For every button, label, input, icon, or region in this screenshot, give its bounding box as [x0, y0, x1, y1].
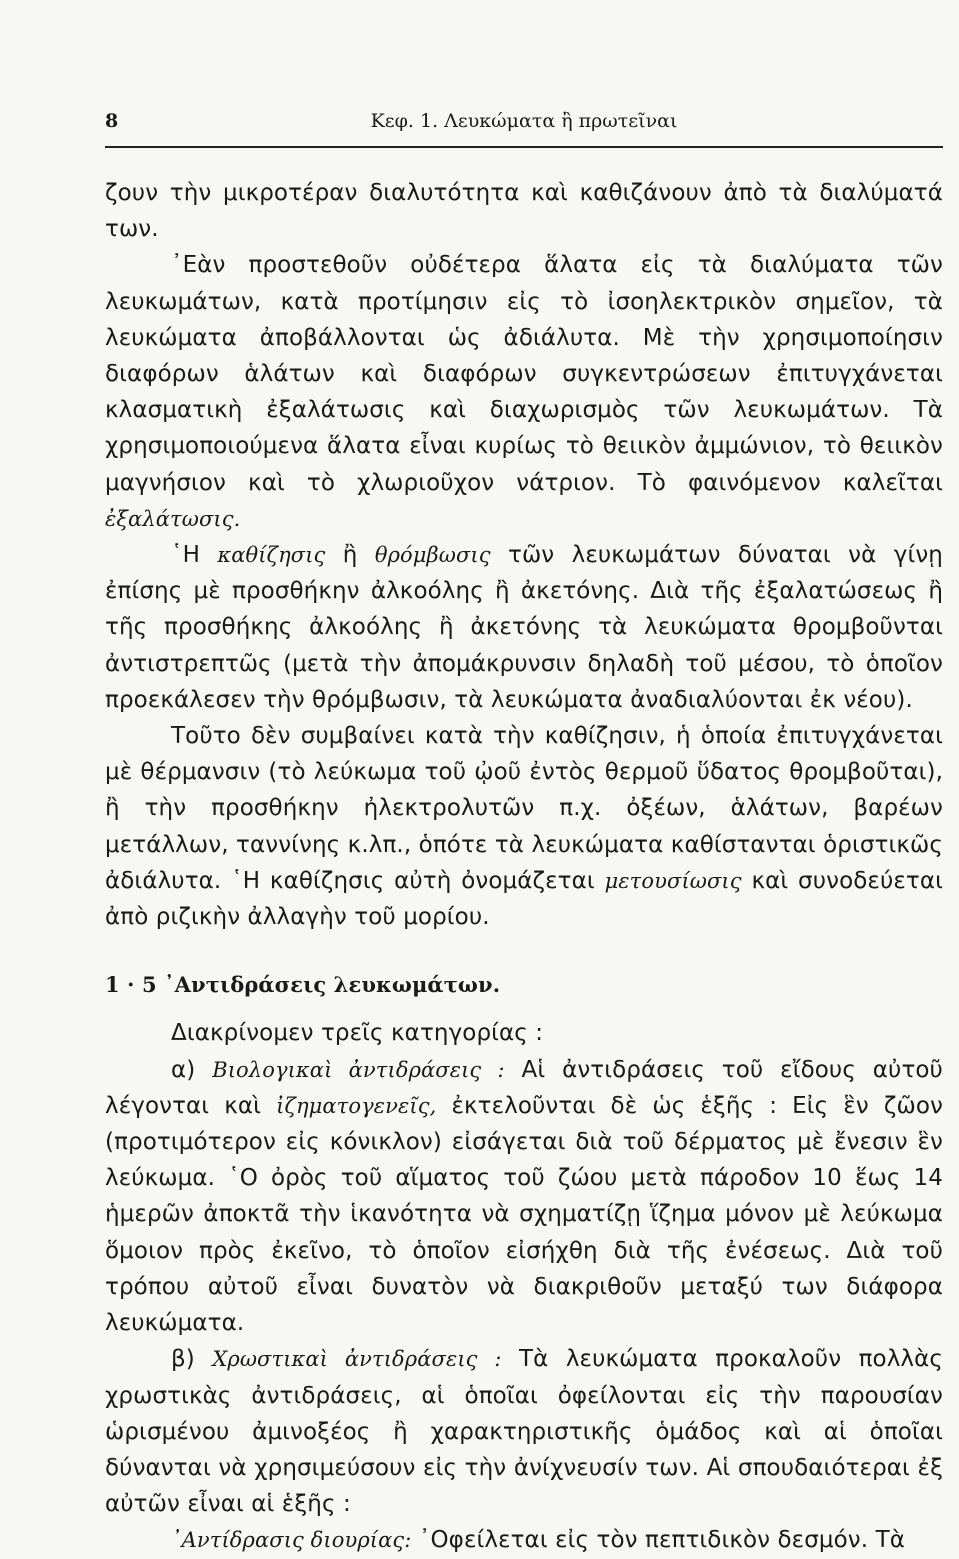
page-body — [105, 175, 943, 1559]
paragraph-6 — [105, 1052, 943, 1342]
section-heading-wrap — [105, 967, 943, 1003]
term-biological-reactions: Βιολογικαὶ ἀντιδράσεις : — [212, 1057, 505, 1082]
term-exalatosis: ἐξαλάτωσις. — [105, 506, 241, 531]
paragraph-4-end: καὶ συνοδεύεται ἀπὸ ριζικὴν ἀλλαγὴν τοῦ μορίου. — [105, 867, 943, 931]
term-biuret-reaction: ᾿Αντίδρασις διουρίας: — [171, 1528, 412, 1553]
paragraph-2-text: ᾿Εὰν προστεθοῦν οὐδέτερα ἅλατα εἰς τὰ διαλύματα τῶν λευκωμάτων, κατὰ προτίμησιν εἰς τὸ ἰσοηλεκτρικὸν σημεῖον, τὰ λευκώματα ἀποβάλλονται ὡς ἀδιάλυτα. Μὲ τὴν χρησιμοποίησιν διαφόρων ἁλάτων καὶ διαφόρων συγκεντρώσεων ἐπιτυγχάνεται κλασματικὴ ἐξαλάτωσις καὶ διαχωρισμὸς τῶν λευκωμάτων. Τὰ χρησιμοποιούμενα ἅλατα εἶναι κυρίως τὸ θειικὸν ἀμμώνιον, τὸ θειικὸν μαγνήσιον καὶ τὸ χλωριοῦχον νάτριον. Τὸ φαινόμενον καλεῖται — [105, 252, 943, 496]
paragraph-1: ζουν τὴν μικροτέραν διαλυτότητα καὶ καθιζάνουν ἀπὸ τὰ διαλύματά των. — [105, 180, 943, 243]
section-heading: 1 · 5 ᾿Αντιδράσεις λευκωμάτων. — [105, 972, 501, 998]
paragraph-4 — [105, 718, 943, 935]
list-label-b: β) — [171, 1346, 195, 1373]
paragraph-3-start: ῾Η — [171, 542, 200, 569]
term-thromvosis: θρόμβωσις — [374, 543, 491, 568]
list-label-a: α) — [171, 1056, 196, 1083]
paragraph-3 — [105, 537, 943, 718]
term-kathizisis: καθίζησις — [217, 543, 326, 568]
term-color-reactions: Χρωστικαὶ ἀντιδράσεις : — [212, 1347, 502, 1372]
paragraph-8 — [105, 1522, 943, 1558]
paragraph-6-text-a: Αἱ ἀντιδράσεις τοῦ εἴδους αὐτοῦ λέγονται καὶ — [105, 1056, 943, 1119]
paragraph-3-or: ἢ — [342, 542, 358, 569]
paragraph-6-text-b: ἐκτελοῦνται δὲ ὡς ἑξῆς : Εἰς ἓν ζῶον (προτιμότερον εἰς κόνικλον) εἰσάγεται διὰ τοῦ δέρματος μὲ ἔνεσιν ἓν λεύκωμα. ῾Ο ὀρὸς τοῦ αἵματος τοῦ ζώου μετὰ πάροδον 10 ἕως 14 ἡμερῶν ἀποκτᾶ τὴν ἱκανότητα νὰ σχηματίζῃ ἵζημα μόνον μὲ λεύκωμα ὅμοιον πρὸς ἐκεῖνο, τὸ ὁποῖον εἰσήχθη διὰ τῆς ἐνέσεως. Διὰ τοῦ τρόπου αὐτοῦ εἶναι δυνατὸν νὰ διακριθοῦν μεταξύ των διάφορα λευκώματα. — [105, 1092, 943, 1337]
paragraph-8-text: ᾿Οφείλεται εἰς τὸν πεπτιδικὸν δεσμόν. Τὰ — [418, 1527, 905, 1554]
page-header — [105, 110, 943, 140]
term-metousiosis: μετουσίωσις — [604, 868, 742, 893]
page-number: 8 — [105, 110, 119, 132]
paragraph-7 — [105, 1341, 943, 1522]
paragraph-7-text: Τὰ λευκώματα προκαλοῦν πολλὰς χρωστικὰς ἀντιδράσεις, αἱ ὁποῖαι ὀφείλονται εἰς τὴν παρουσίαν ὡρισμένου ἀμινοξέος ἢ χαρακτηριστικῆς ὁμάδος καὶ αἱ ὁποῖαι δύνανται νὰ χρησιμεύσουν εἰς τὴν ἀνίχνευσίν των. Αἱ σπουδαιότεραι ἐξ αὐτῶν εἶναι αἱ ἑξῆς : — [105, 1346, 944, 1518]
paragraph-4-text: Τοῦτο δὲν συμβαίνει κατὰ τὴν καθίζησιν, ἡ ὁποία ἐπιτυγχάνεται μὲ θέρμανσιν (τὸ λεύκωμα τοῦ ᾠοῦ ἐντὸς θερμοῦ ὕδατος θρομβοῦται), ἢ τὴν προσθήκην ἠλεκτρολυτῶν π.χ. ὀξέων, ἁλάτων, βαρέων μετάλλων, ταννίνης κ.λπ., ὁπότε τὰ λευκώματα καθίστανται ὁριστικῶς ἀδιάλυτα. ῾Η καθίζησις αὐτὴ ὀνομάζεται — [105, 723, 943, 894]
header-rule — [105, 146, 943, 148]
paragraph-5: Διακρίνομεν τρεῖς κατηγορίας : — [171, 1020, 544, 1047]
paragraph-3-text: τῶν λευκωμάτων δύναται νὰ γίνῃ ἐπίσης μὲ προσθήκην ἀλκοόλης ἢ ἀκετόνης. Διὰ τῆς ἐξαλατώσεως ἢ τῆς προσθήκης ἀλκοόλης ἢ ἀκετόνης τὰ λευκώματα θρομβοῦνται ἀντιστρεπτῶς (μετὰ τὴν ἀπομάκρυνσιν δηλαδὴ τοῦ μέσου, τὸ ὁποῖον προεκάλεσεν τὴν θρόμβωσιν, τὰ λευκώματα ἀναδιαλύονται ἐκ νέου). — [105, 542, 943, 713]
term-precipitogenic: ἰζηματογενεῖς, — [276, 1093, 437, 1118]
paragraph-2 — [105, 247, 943, 537]
running-head: Κεφ. 1. Λευκώματα ἢ πρωτεῖναι — [370, 110, 678, 132]
